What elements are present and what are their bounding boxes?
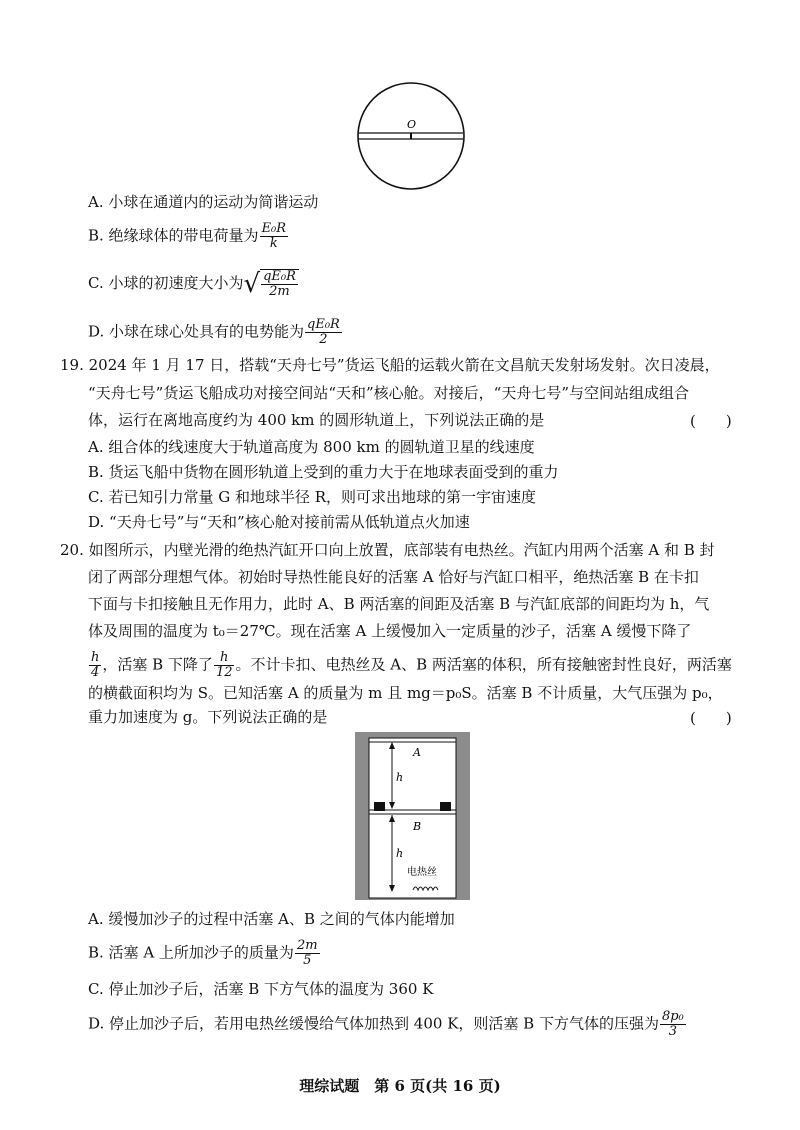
q20-stem-line1: 20. 如图所示，内壁光滑的绝热汽缸开口向上放置，底部装有电热丝。汽缸内用两个活塞 A 和 B 封 (60, 541, 715, 559)
q20-stem-line2: 闭了两部分理想气体。初始时导热性能良好的活塞 A 恰好与汽缸口相平，绝热活塞 B 在卡扣 (88, 568, 699, 586)
q20-frac-h12: $\frac{h}{12}$ (215, 650, 233, 680)
q19-option-b[interactable]: B. 货运飞船中货物在圆形轨道上受到的重力大于在地球表面受到的重力 (88, 463, 559, 481)
q19-option-a[interactable]: A. 组合体的线速度大于轨道高度为 800 km 的圆轨道卫星的线速度 (88, 438, 535, 456)
q20-frac-h4: $\frac{h}{4}$ (91, 650, 100, 680)
q19-option-c[interactable]: C. 若已知引力常量 G 和地球半径 R，则可求出地球的第一宇宙速度 (88, 488, 537, 506)
q20-answer-blank[interactable]: ( ) (690, 709, 732, 727)
sphere-center-label: O (407, 118, 417, 131)
label-piston-b: B (413, 820, 422, 833)
q20-option-d-text: D. 停止加沙子后，若用电热丝缓慢给气体加热到 400 K，则活塞 B 下方气体的压强为 (88, 1014, 659, 1033)
label-heater: 电热丝 (407, 867, 437, 878)
q18-option-a[interactable]: A. 小球在通道内的运动为简谐运动 (88, 193, 319, 211)
q18-option-c-text: C. 小球的初速度大小为 (88, 274, 244, 292)
q18-option-b-fraction: $\frac{\text{E₀R}}{k}$ (261, 221, 287, 251)
q18-option-d[interactable] (88, 318, 343, 347)
q20-stem-line7: 重力加速度为 g。下列说法正确的是 (88, 708, 328, 726)
q20-option-d-fraction: $\frac{\text{8p₀}}{3}$ (661, 1009, 684, 1039)
q20-option-a[interactable]: A. 缓慢加沙子的过程中活塞 A、B 之间的气体内能增加 (88, 910, 455, 928)
q18-option-b-text: B. 绝缘球体的带电荷量为 (88, 226, 259, 245)
page-footer: 理综试题 第 6 页(共 16 页) (299, 1077, 501, 1095)
q20-option-c[interactable]: C. 停止加沙子后，活塞 B 下方气体的温度为 360 K (88, 980, 434, 998)
q20-option-b-text: B. 活塞 A 上所加沙子的质量为 (88, 943, 294, 962)
label-piston-a: A (413, 746, 421, 759)
q20-stem-line6: 的横截面积均为 S。已知活塞 A 的质量为 m 且 mg＝p₀S。活塞 B 不计质量，大气压强为 p₀， (88, 684, 723, 702)
q20-stem-line4: 体及周围的温度为 t₀＝27℃。现在活塞 A 上缓慢加入一定质量的沙子，活塞 A 缓慢下降了 (88, 622, 692, 640)
q18-option-c-sqrt: √ $\frac{\text{qE₀R}}{2m}$ (243, 269, 298, 299)
q19-stem-line1: 19. 2024 年 1 月 17 日，搭载“天舟七号”货运飞船的运载火箭在文昌航天发射场发射。次日凌晨， (60, 356, 720, 374)
q20-option-b-fraction: $\frac{2m}{5}$ (296, 938, 318, 968)
label-h-lower: h (396, 847, 404, 860)
q18-option-d-text: D. 小球在球心处具有的电势能为 (88, 322, 305, 341)
q19-option-d[interactable]: D. “天舟七号”与“天和”核心舱对接前需从低轨道点火加速 (88, 513, 470, 531)
q20-stem-line5: $\frac{h}{4}$ ，活塞 B 下降了 $\frac{h}{12}$ 。不计卡扣、电热丝及 A、B 两活塞的体积，所有接触密封性良好，两活塞 (91, 650, 732, 680)
q18-option-d-fraction: $\frac{\text{qE₀R}}{2}$ (307, 317, 340, 347)
q20-option-d[interactable] (88, 1010, 687, 1039)
q18-option-b[interactable] (88, 222, 289, 251)
q19-stem-line2: “天舟七号”货运飞船成功对接空间站“天和”核心舱。对接后，“天舟七号”与空间站组成组合 (88, 384, 690, 402)
q20-stem-line3: 下面与卡扣接触且无作用力，此时 A、B 两活塞的间距及活塞 B 与汽缸底部的间距均为 h，气 (88, 595, 710, 613)
q19-answer-blank[interactable]: ( ) (690, 412, 732, 430)
sphere-figure (355, 80, 467, 192)
cylinder-figure (355, 732, 470, 900)
q18-option-c[interactable] (88, 269, 299, 299)
q20-option-b[interactable] (88, 939, 321, 968)
label-h-upper: h (396, 771, 404, 784)
q19-stem-line3: 体，运行在离地高度约为 400 km 的圆形轨道上，下列说法正确的是 (88, 411, 545, 429)
